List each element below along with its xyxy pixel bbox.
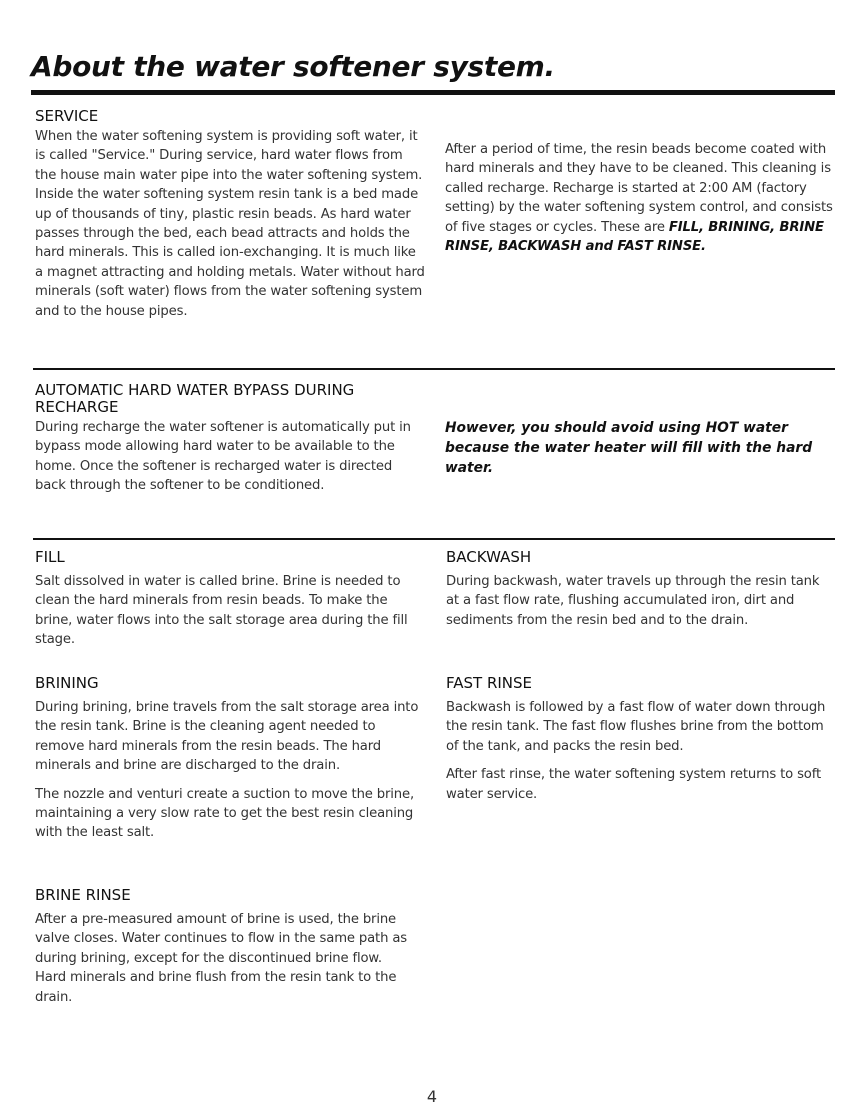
recharge-stages: FILL, BRINING, BRINE RINSE, BACKWASH and FAST RINSE. bbox=[445, 219, 824, 255]
section-divider bbox=[33, 538, 835, 540]
backwash-section bbox=[446, 549, 826, 630]
bypass-warning-text: However, you should avoid using HOT water because the water heater will fill with the hard water. bbox=[445, 420, 813, 476]
brine-rinse-section bbox=[35, 887, 415, 1007]
service-heading: SERVICE bbox=[35, 107, 99, 125]
service-text: When the water softening system is providing soft water, it is called "Service." During service, hard water flows from the house main water pipe into the water softening system. Inside the water softening system resin tank is a bed made up of thousands of tiny, plastic resin beads. As hard water passes through the bed, each bead attracts and holds the hard minerals. This is called ion-exchanging. It is much like a magnet attracting and holding metals. Water without hard minerals (soft water) flows from the water softening system and to the house pipes. bbox=[35, 129, 425, 319]
recharge-intro-text bbox=[445, 140, 835, 256]
fast-rinse-text: Backwash is followed by a fast flow of water down through the resin tank. The fast flow flushes brine from the bottom of the tank, and packs the resin bed. bbox=[446, 700, 826, 754]
fill-text: Salt dissolved in water is called brine. Brine is needed to clean the hard minerals from resin beads. To make the brine, water flows into the salt storage area during the fill stage. bbox=[35, 574, 408, 648]
bypass-heading: AUTOMATIC HARD WATER BYPASS DURING RECHARGE bbox=[35, 381, 355, 416]
brining-text-2: The nozzle and venturi create a suction to move the brine, maintaining a very slow rate to get the best resin cleaning with the least salt. bbox=[35, 786, 415, 841]
recharge-intro-body: After a period of time, the resin beads become coated with hard minerals and they have to be cleaned. This cleaning is called recharge. Recharge is started at 2:00 AM (factory setting) by the water softening system control, and consists of five stages or cycles. These are bbox=[445, 142, 833, 235]
backwash-heading: BACKWASH bbox=[446, 548, 532, 566]
service-section bbox=[35, 108, 425, 321]
brining-heading: BRINING bbox=[35, 674, 99, 692]
section-divider bbox=[33, 368, 835, 370]
fast-rinse-text-2: After fast rinse, the water softening system returns to soft water service. bbox=[446, 767, 822, 802]
backwash-text: During backwash, water travels up through the resin tank at a fast flow rate, flushing accumulated iron, dirt and sediments from the resin bed and to the drain. bbox=[446, 574, 820, 628]
fill-heading: FILL bbox=[35, 548, 65, 566]
brine-rinse-text: After a pre-measured amount of brine is used, the brine valve closes. Water continues to flow in the same path as during brining, except for the discontinued brine flow. Hard minerals and brine flush from the resin tank to the drain. bbox=[35, 912, 407, 1005]
brining-section bbox=[35, 675, 425, 843]
brine-rinse-heading: BRINE RINSE bbox=[35, 886, 131, 904]
page-number: 4 bbox=[426, 1087, 438, 1106]
fill-section bbox=[35, 549, 425, 650]
page-title: About the water softener system. bbox=[31, 50, 555, 83]
bypass-text: During recharge the water softener is automatically put in bypass mode allowing hard water to be available to the home. Once the softener is recharged water is directed back through the softener to be conditioned. bbox=[35, 420, 411, 494]
title-rule bbox=[31, 90, 835, 95]
brining-text: During brining, brine travels from the salt storage area into the resin tank. Brine is the cleaning agent needed to remove hard minerals from the resin beads. The hard minerals and brine are discharged to the drain. bbox=[35, 700, 419, 774]
bypass-warning bbox=[445, 418, 830, 478]
recharge-intro bbox=[445, 140, 835, 256]
fast-rinse-heading: FAST RINSE bbox=[446, 674, 533, 692]
fast-rinse-section bbox=[446, 675, 838, 804]
bypass-section bbox=[35, 382, 420, 496]
